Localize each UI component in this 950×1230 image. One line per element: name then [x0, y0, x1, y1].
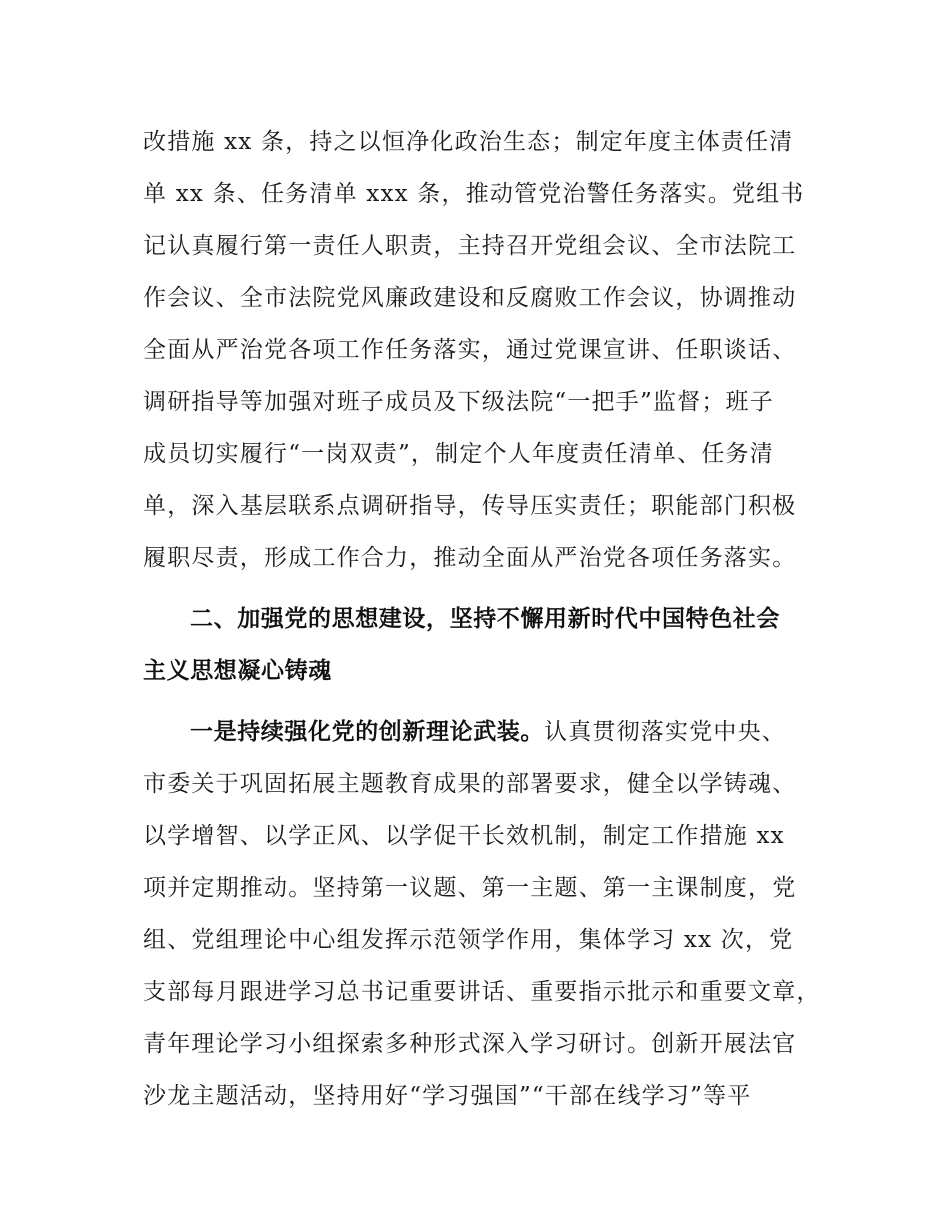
paragraph-line: 记认真履行第一责任人职责，主持召开党组会议、全市法院工 — [143, 233, 797, 259]
paragraph-line: 以学增智、以学正风、以学促干长效机制，制定工作措施 xx — [143, 823, 785, 849]
paragraph-line: 成员切实履行“一岗双责”，制定个人年度责任清单、任务清 — [143, 441, 774, 467]
paragraph-line: 青年理论学习小组探索多种形式深入学习研讨。创新开展法官 — [143, 1031, 797, 1057]
subheading-lead: 一是持续强化党的创新理论武装。 — [190, 719, 544, 745]
paragraph-line: 沙龙主题活动，坚持用好“学习强国”“干部在线学习”等平 — [143, 1083, 752, 1109]
paragraph-line: 单，深入基层联系点调研指导，传导压实责任；职能部门积极 — [143, 493, 797, 519]
paragraph-line: 全面从严治党各项工作任务落实，通过党课宣讲、任职谈话、 — [143, 337, 797, 363]
paragraph-line: 履职尽责，形成工作合力，推动全面从严治党各项任务落实。 — [143, 545, 797, 571]
paragraph-line: 项并定期推动。坚持第一议题、第一主题、第一主课制度，党 — [143, 875, 797, 901]
lead-rest: 认真贯彻落实党中央、 — [544, 719, 786, 745]
paragraph-line: 支部每月跟进学习总书记重要讲话、重要指示批示和重要文章， — [143, 979, 821, 1005]
paragraph-line: 调研指导等加强对班子成员及下级法院“一把手”监督；班子 — [143, 389, 774, 415]
paragraph-line: 组、党组理论中心组发挥示范领学作用，集体学习 xx 次，党 — [143, 927, 794, 953]
paragraph-line: 单 xx 条、任务清单 xxx 条，推动管党治警任务落实。党组书 — [143, 181, 805, 207]
paragraph-lead-line — [190, 717, 890, 747]
paragraph-line: 改措施 xx 条，持之以恒净化政治生态；制定年度主体责任清 — [143, 129, 794, 155]
paragraph-line: 市委关于巩固拓展主题教育成果的部署要求，健全以学铸魂、 — [143, 771, 797, 797]
paragraph-line: 作会议、全市法院党风廉政建设和反腐败工作会议，协调推动 — [143, 285, 797, 311]
section-heading: 主义思想凝心铸魂 — [143, 658, 332, 684]
section-heading: 二、加强党的思想建设，坚持不懈用新时代中国特色社会 — [190, 606, 780, 632]
